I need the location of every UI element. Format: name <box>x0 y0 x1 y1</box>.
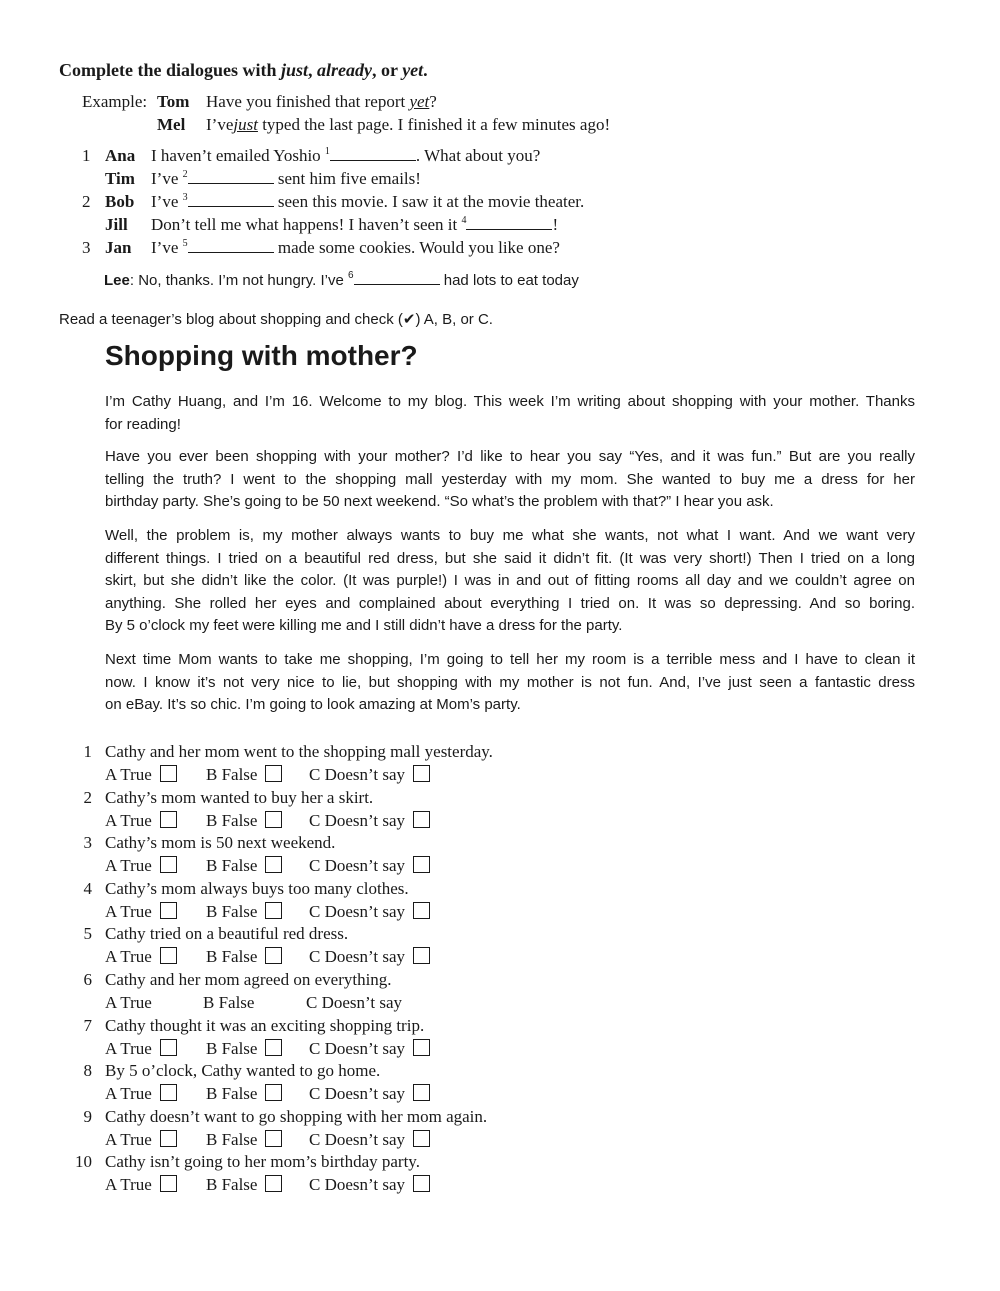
option-b[interactable] <box>206 902 282 922</box>
option-label: A True <box>105 765 152 784</box>
title-text: , or <box>372 60 403 80</box>
option-b[interactable] <box>206 1039 282 1059</box>
paragraph-line: By 5 o’clock my feet were killing me and I still didn’t have a dress for the party. <box>105 617 623 635</box>
question-number: 2 <box>83 788 92 807</box>
option-label: B False <box>206 947 258 966</box>
title-word-just: just <box>281 60 309 80</box>
checkbox-b[interactable] <box>265 1175 282 1192</box>
answer-blank-5[interactable] <box>188 238 274 253</box>
exercise1-title <box>59 60 428 81</box>
option-label: A True <box>105 1084 152 1103</box>
paragraph-line: on eBay. It’s so chic. I’m going to look amazing at Mom’s party. <box>105 696 521 714</box>
option-b[interactable] <box>206 947 282 967</box>
checkbox-b[interactable] <box>265 947 282 964</box>
option-label: B False <box>206 1130 258 1149</box>
option-label: B False <box>206 765 258 784</box>
option-label: A True <box>105 993 152 1012</box>
answer-blank-4[interactable] <box>466 215 552 230</box>
option-label: B False <box>206 856 258 875</box>
option-a[interactable] <box>105 902 177 922</box>
checkbox-c[interactable] <box>413 856 430 873</box>
question-number: 4 <box>83 879 92 898</box>
option-label: C Doesn’t say <box>309 1084 406 1103</box>
option-c[interactable] <box>309 1039 430 1059</box>
dialogue-number: 2 <box>82 192 91 211</box>
option-a[interactable] <box>105 1175 177 1195</box>
blog-title: Shopping with mother? <box>105 340 418 371</box>
exercise2-instruction: Read a teenager’s blog about shopping and check (✔) A, B, or C. <box>59 311 493 328</box>
checkbox-c[interactable] <box>413 811 430 828</box>
question-number: 9 <box>83 1107 92 1126</box>
paragraph-line: Well, the problem is, my mother always wants to buy me what she wants, not what I want. And we want very <box>105 527 915 544</box>
option-label: C Doesn’t say <box>306 993 403 1012</box>
question-number: 7 <box>83 1016 92 1035</box>
option-label: C Doesn’t say <box>309 765 406 784</box>
answer-blank-1[interactable] <box>330 146 416 161</box>
question-number: 1 <box>83 742 92 761</box>
paragraph-line: anything. She rolled her eyes and complained about everything I tried on. It was so depressing. And so boring. <box>105 594 915 612</box>
title-word-yet: yet <box>402 60 424 80</box>
option-label: B False <box>203 993 255 1012</box>
answer-blank-2[interactable] <box>188 169 274 184</box>
option-label: A True <box>105 947 152 966</box>
option-label: C Doesn’t say <box>309 1130 406 1149</box>
option-c[interactable] <box>309 902 430 922</box>
question-number: 8 <box>83 1061 92 1080</box>
checkbox-b[interactable] <box>265 1039 282 1056</box>
checkbox-b[interactable] <box>265 1130 282 1147</box>
question-text: Cathy thought it was an exciting shopping trip. <box>105 1016 425 1035</box>
speaker-name: Jan <box>105 238 132 257</box>
dialogue-line-lee: Lee: No, thanks. I’m not hungry. I’ve $^6$ had lots to eat today <box>104 270 579 289</box>
option-c[interactable] <box>309 765 430 785</box>
example-label: Example: <box>82 92 148 111</box>
option-label: A True <box>105 1039 152 1058</box>
speaker-name: Tim <box>105 169 135 188</box>
option-c[interactable] <box>309 1084 430 1104</box>
option-label: B False <box>206 902 258 921</box>
option-c <box>306 993 402 1013</box>
question-text: Cathy and her mom went to the shopping mall yesterday. <box>105 742 493 761</box>
dialogue-text: Don’t tell me what happens! I haven’t seen it $^4$ ! <box>151 215 559 234</box>
option-label: A True <box>105 1175 152 1194</box>
option-a[interactable] <box>105 1130 177 1150</box>
option-c[interactable] <box>309 947 430 967</box>
option-label: A True <box>105 811 152 830</box>
speaker-name: Mel <box>157 115 186 134</box>
answer-blank-6[interactable] <box>354 270 440 285</box>
blog-paragraph <box>105 446 915 514</box>
option-c[interactable] <box>309 1130 430 1150</box>
dialogue-text: Have you finished that report yet? <box>206 92 437 111</box>
question-number: 10 <box>75 1152 92 1171</box>
checkbox-b[interactable] <box>265 1084 282 1101</box>
speaker-name: Ana <box>105 146 136 165</box>
option-b[interactable] <box>206 811 282 831</box>
speaker-name: Bob <box>105 192 135 211</box>
dialogue-text: I’ve $^2$ sent him five emails! <box>151 169 421 188</box>
paragraph-line: telling the truth? I went to the shopping mall yesterday with my mom. She wanted to buy me a dress for her <box>105 470 915 488</box>
speaker-name: Tom <box>157 92 190 111</box>
option-label: A True <box>105 1130 152 1149</box>
option-label: C Doesn’t say <box>309 856 406 875</box>
blog-paragraph <box>105 649 915 717</box>
speaker-name: Lee <box>104 272 130 289</box>
paragraph-line: Next time Mom wants to take me shopping, I’m going to tell her my room is a terrible mess and I have to clean it <box>105 651 915 668</box>
option-b <box>203 993 254 1013</box>
option-a[interactable] <box>105 1084 177 1104</box>
option-label: C Doesn’t say <box>309 947 406 966</box>
option-a[interactable] <box>105 765 177 785</box>
checkbox-c[interactable] <box>413 1084 430 1101</box>
option-c[interactable] <box>309 1175 430 1195</box>
option-label: C Doesn’t say <box>309 902 406 921</box>
checkbox-a[interactable] <box>160 1175 177 1192</box>
question-number: 5 <box>83 924 92 943</box>
option-b[interactable] <box>206 765 282 785</box>
option-c[interactable] <box>309 856 430 876</box>
answer-blank-3[interactable] <box>188 192 274 207</box>
title-word-already: already <box>317 60 373 80</box>
check-mark-icon: ✔ <box>402 311 416 328</box>
option-label: B False <box>206 811 258 830</box>
option-label: C Doesn’t say <box>309 1039 406 1058</box>
question-text: Cathy’s mom always buys too many clothes. <box>105 879 409 898</box>
title-text: , <box>308 60 318 80</box>
option-a[interactable] <box>105 1039 177 1059</box>
question-text: Cathy tried on a beautiful red dress. <box>105 924 349 943</box>
paragraph-line: I’m Cathy Huang, and I’m 16. Welcome to my blog. This week I’m writing about shopping with your mother. Thanks <box>105 393 915 410</box>
question-number: 6 <box>83 970 92 989</box>
checkbox-c[interactable] <box>413 1039 430 1056</box>
option-b[interactable] <box>206 1175 282 1195</box>
checkbox-b[interactable] <box>265 856 282 873</box>
option-a[interactable] <box>105 856 177 876</box>
checkbox-a[interactable] <box>160 1084 177 1101</box>
question-text: Cathy and her mom agreed on everything. <box>105 970 392 989</box>
question-number: 3 <box>83 833 92 852</box>
option-b[interactable] <box>206 1084 282 1104</box>
checkbox-b[interactable] <box>265 811 282 828</box>
checkbox-c[interactable] <box>413 1175 430 1192</box>
question-text: Cathy doesn’t want to go shopping with her mom again. <box>105 1107 488 1126</box>
option-c[interactable] <box>309 811 430 831</box>
dialogue-text: I’ve $^5$ made some cookies. Would you like one? <box>151 238 560 257</box>
question-text: Cathy’s mom is 50 next weekend. <box>105 833 336 852</box>
option-label: A True <box>105 902 152 921</box>
title-text: Complete the dialogues with <box>59 60 281 80</box>
paragraph-line: different things. I tried on a beautiful red dress, but she said it didn’t fit. (It was very short!) Then I tried on a long <box>105 549 915 567</box>
option-label: C Doesn’t say <box>309 1175 406 1194</box>
dialogue-number: 1 <box>82 146 91 165</box>
option-b[interactable] <box>206 856 282 876</box>
speaker-name: Jill <box>105 215 128 234</box>
option-a[interactable] <box>105 947 177 967</box>
option-label: C Doesn’t say <box>309 811 406 830</box>
option-label: B False <box>206 1084 258 1103</box>
checkbox-a[interactable] <box>160 856 177 873</box>
dialogue-number: 3 <box>82 238 91 257</box>
dialogue-text: I’ve $^3$ seen this movie. I saw it at the movie theater. <box>151 192 585 211</box>
checkbox-a[interactable] <box>160 811 177 828</box>
option-label: A True <box>105 856 152 875</box>
question-text: By 5 o’clock, Cathy wanted to go home. <box>105 1061 381 1080</box>
blog-paragraph <box>105 391 915 436</box>
checkbox-a[interactable] <box>160 765 177 782</box>
checkbox-c[interactable] <box>413 902 430 919</box>
checkbox-a[interactable] <box>160 1130 177 1147</box>
paragraph-line: Have you ever been shopping with your mother? I’d like to hear you say “Yes, and it was fun.” But are you really <box>105 448 915 465</box>
option-a <box>105 993 152 1013</box>
paragraph-line: birthday party. She’s going to be 50 next weekend. “So what’s the problem with that?” I hear you ask. <box>105 493 774 511</box>
checkbox-b[interactable] <box>265 765 282 782</box>
checkbox-a[interactable] <box>160 1039 177 1056</box>
option-a[interactable] <box>105 811 177 831</box>
title-text: . <box>423 60 428 80</box>
question-text: Cathy isn’t going to her mom’s birthday party. <box>105 1152 420 1171</box>
checkbox-b[interactable] <box>265 902 282 919</box>
paragraph-line: now. I know it’s not very nice to lie, but shopping with my mother is not fun. And, I’ve just seen a fantastic dress <box>105 673 915 691</box>
option-b[interactable] <box>206 1130 282 1150</box>
option-label: B False <box>206 1039 258 1058</box>
dialogue-text: I’vejust typed the last page. I finished it a few minutes ago! <box>206 115 611 134</box>
checkbox-c[interactable] <box>413 947 430 964</box>
paragraph-line: for reading! <box>105 415 181 433</box>
option-label: B False <box>206 1175 258 1194</box>
blog-paragraph <box>105 525 915 638</box>
dialogue-text: I haven’t emailed Yoshio $^1$ . What about you? <box>151 146 541 165</box>
checkbox-a[interactable] <box>160 947 177 964</box>
checkbox-c[interactable] <box>413 1130 430 1147</box>
checkbox-a[interactable] <box>160 902 177 919</box>
paragraph-line: skirt, but she didn’t like the color. (It was purple!) I was in and out of fitting rooms all day and we couldn’t agree on <box>105 572 915 590</box>
question-text: Cathy’s mom wanted to buy her a skirt. <box>105 788 374 807</box>
checkbox-c[interactable] <box>413 765 430 782</box>
